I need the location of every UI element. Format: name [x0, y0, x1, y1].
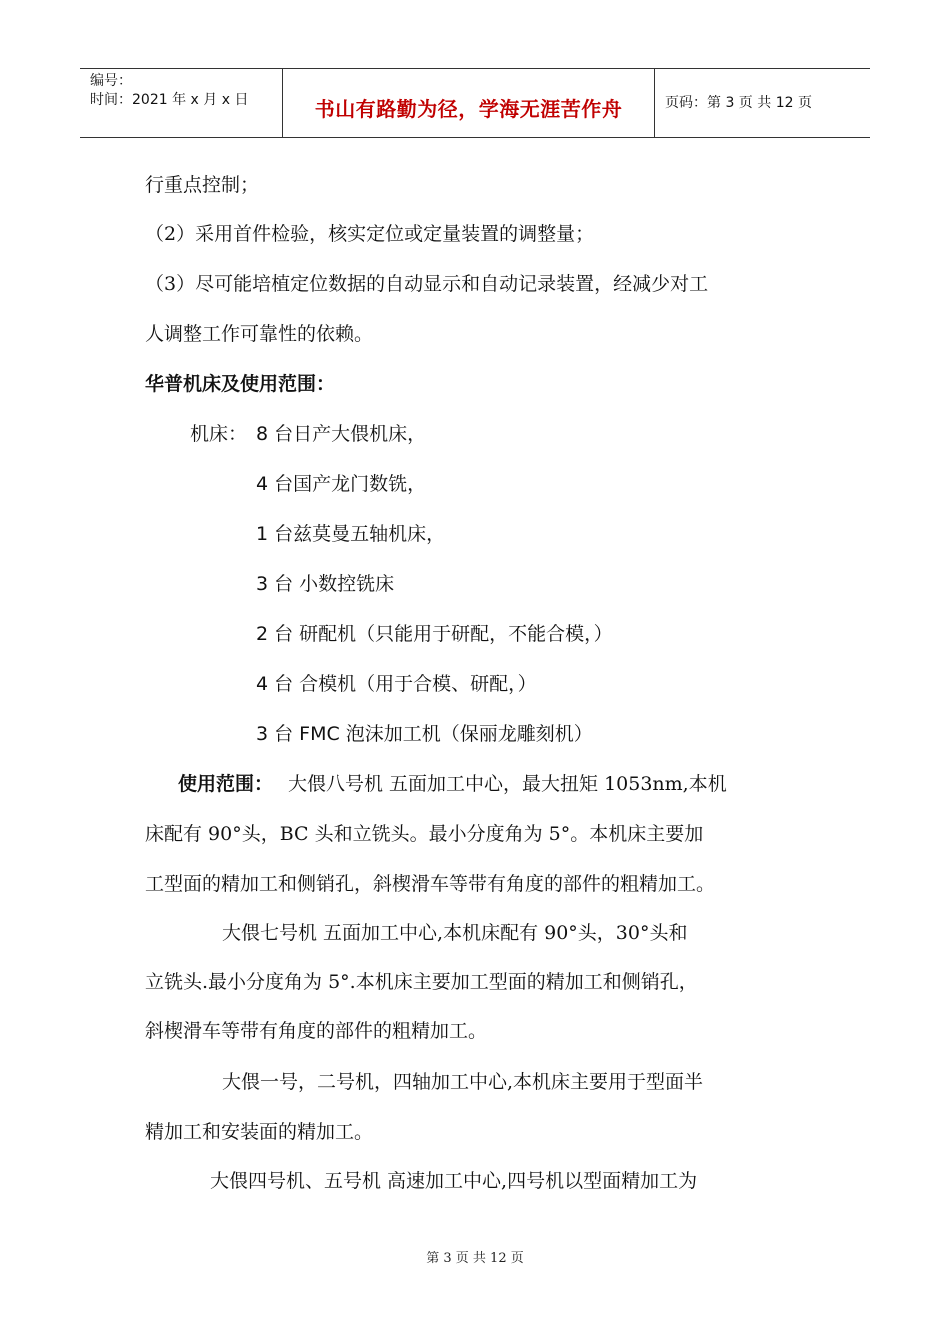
- header-page-cell: [655, 69, 870, 137]
- document-header: [80, 68, 870, 138]
- machine-item: 3 台 FMC 泡沫加工机（保丽龙雕刻机）: [256, 723, 593, 745]
- machines-label: 机床：: [190, 423, 248, 445]
- document-number-label: 编号：: [90, 73, 132, 89]
- usage-line: 大偎四号机、五号机 高速加工中心,四号机以型面精加工为: [210, 1170, 698, 1192]
- header-page-info: 页码：第 3 页 共 12 页: [665, 95, 812, 111]
- usage-label: 使用范围：: [178, 773, 274, 795]
- machine-item: 3 台 小数控铣床: [256, 573, 395, 595]
- usage-line: 大偎一号，二号机，四轴加工中心,本机床主要用于型面半: [222, 1071, 704, 1093]
- usage-line: 床配有 90°头，BC 头和立铣头。最小分度角为 5°。本机床主要加: [145, 823, 704, 845]
- page-footer: 第 3 页 共 12 页: [426, 1251, 524, 1266]
- body-line: （2）采用首件检验，核实定位或定量装置的调整量；: [145, 223, 595, 245]
- usage-line: 工型面的精加工和侧销孔，斜楔滑车等带有角度的部件的粗精加工。: [145, 873, 716, 895]
- usage-line: 精加工和安装面的精加工。: [145, 1121, 374, 1143]
- usage-line: 大偎八号机 五面加工中心，最大扭矩 1053nm,本机: [288, 773, 727, 795]
- machine-item: 1 台兹莫曼五轴机床，: [256, 523, 446, 545]
- header-meta-cell: [80, 69, 283, 137]
- usage-line: 立铣头.最小分度角为 5°.本机床主要加工型面的精加工和侧销孔，: [145, 971, 698, 993]
- machine-item: 4 台 合模机（用于合模、研配，）: [256, 673, 537, 695]
- body-line: （3）尽可能培植定位数据的自动显示和自动记录装置，经减少对工: [145, 273, 709, 295]
- usage-line: 大偎七号机 五面加工中心,本机床配有 90°头，30°头和: [222, 922, 688, 944]
- document-date-label: 时间：2021 年 x 月 x 日: [90, 92, 249, 108]
- machine-item: 2 台 研配机（只能用于研配，不能合模，）: [256, 623, 613, 645]
- machine-item: 8 台日产大偎机床，: [256, 423, 427, 445]
- header-motto-cell: [283, 69, 655, 137]
- header-motto: 书山有路勤为径，学海无涯苦作舟: [314, 97, 623, 121]
- section-heading: 华普机床及使用范围：: [145, 373, 336, 395]
- usage-line: 斜楔滑车等带有角度的部件的粗精加工。: [145, 1020, 488, 1042]
- machine-item: 4 台国产龙门数铣，: [256, 473, 427, 495]
- body-line: 人调整工作可靠性的依赖。: [145, 323, 374, 345]
- body-line: 行重点控制；: [145, 174, 260, 196]
